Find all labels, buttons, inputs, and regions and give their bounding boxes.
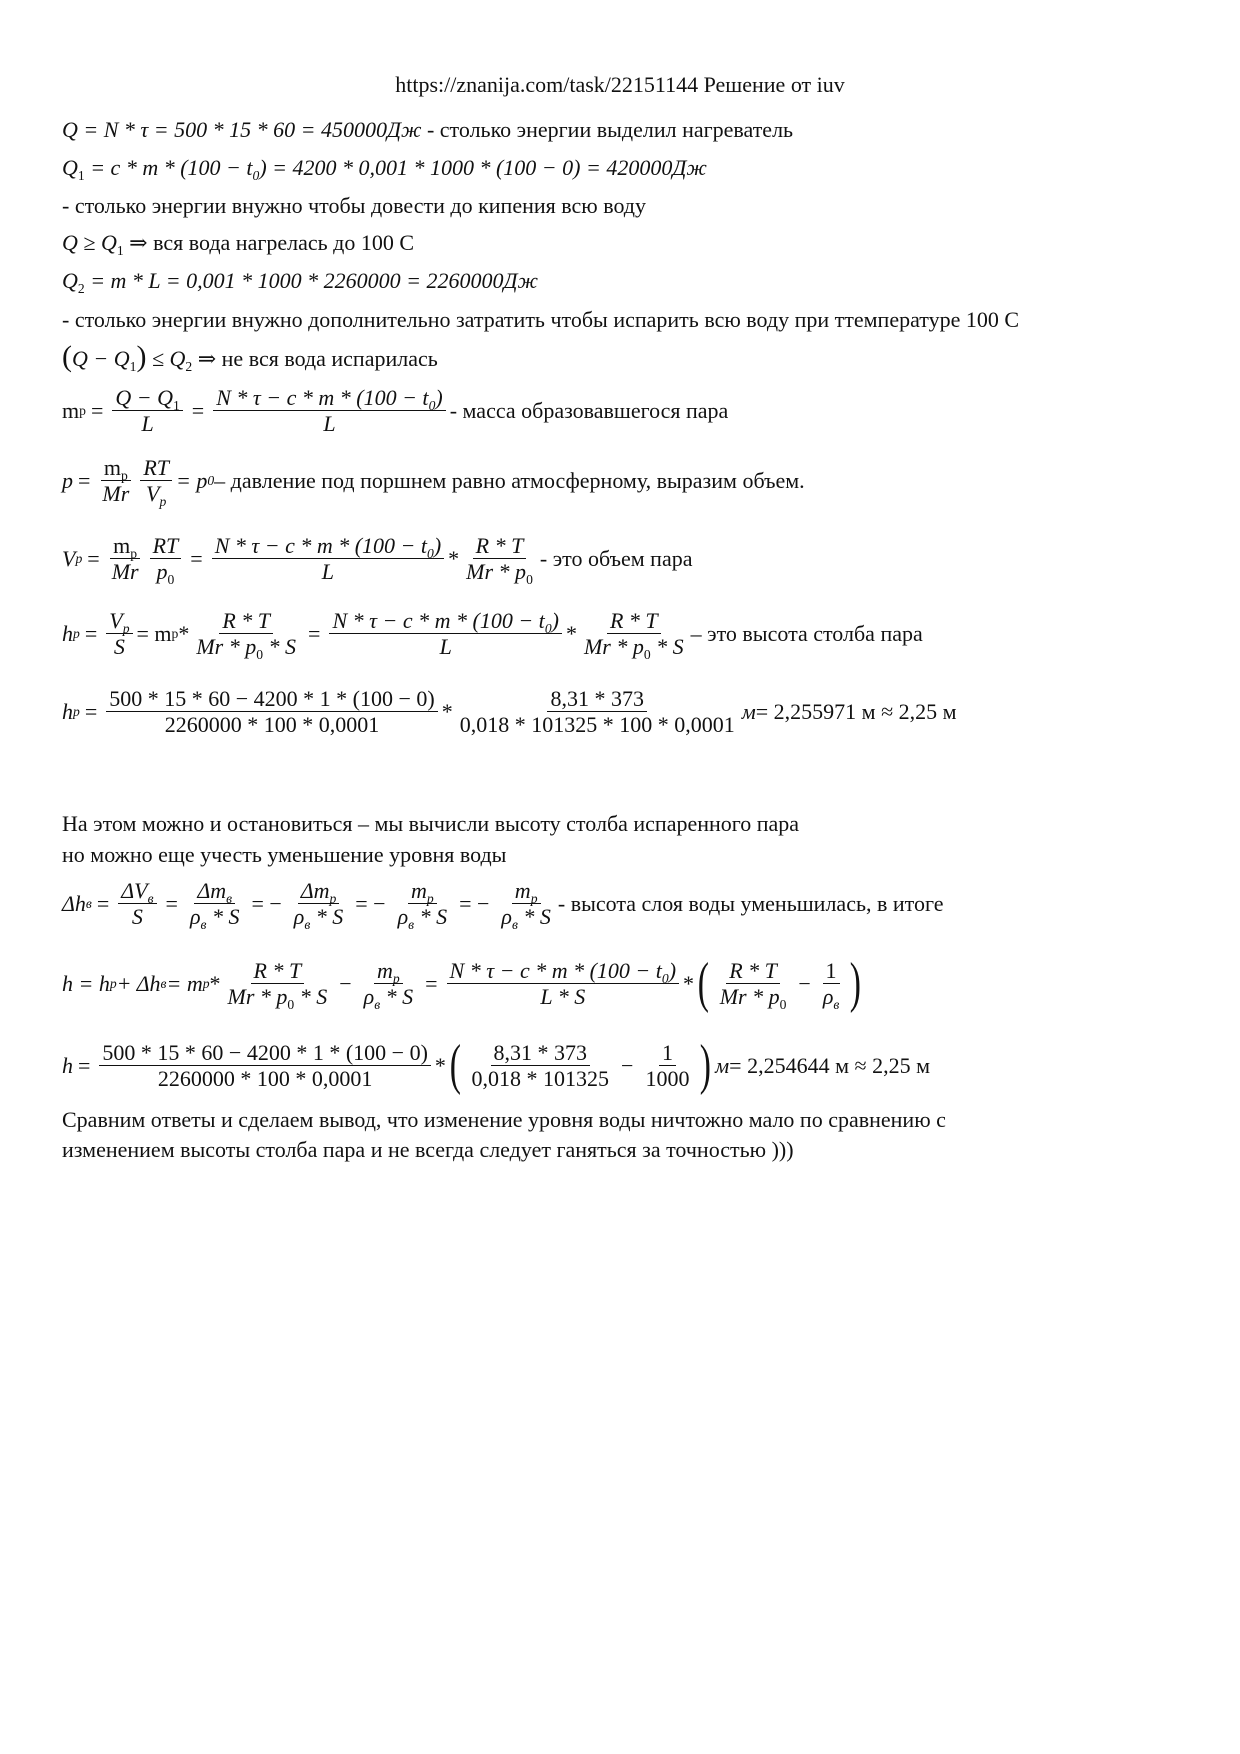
note: - масса образовавшегося пара	[449, 397, 729, 423]
equation-q1	[62, 155, 707, 181]
eq-text: = p	[176, 467, 208, 493]
sym: h	[62, 620, 73, 646]
note: ⇒ не вся вода испарилась	[192, 346, 438, 371]
equation-heater-energy	[62, 117, 793, 143]
fraction: $\frac{R * T}{Mr * p_0}$	[466, 533, 533, 588]
sub: 2	[185, 358, 193, 374]
eq-text: ≤ Q	[146, 346, 186, 371]
unit: м	[715, 1052, 730, 1078]
eq-text: = m * L = 0,001 * 1000 * 2260000 = 2260000	[84, 268, 504, 293]
paragraph-water-level: но можно еще учесть уменьшение уровня воды	[62, 842, 507, 867]
fraction: $\frac{V_p}{S}$	[106, 608, 132, 660]
paren-close: )	[136, 340, 147, 373]
equation-total-height: h = h p + Δh в = m p * $\frac{R * T}{Mr * p_0 * S}$ − $\frac{m_p}{\rho_в * S}$ = $\frac{N * \tau - c * m * (100 - t_0)}{L * S}$ * ( $\frac{R * T}{Mr * p_0}$ − $\frac{1}{\rho_в}$ )	[62, 952, 862, 1015]
fraction: $\frac{m_р}{Mr}$	[111, 533, 139, 585]
fraction: $\frac{R * T}{Mr * p_0 * S}$	[227, 958, 328, 1013]
paren-open: (	[449, 1034, 461, 1097]
equation-steam-height: h p = $\frac{V_p}{S}$ = m р * $\frac{R * T}{Mr * p_0 * S}$ = $\frac{N * \tau - c * m * (100 - t_0)}{L}$ * $\frac{R * T}{Mr * p_0 * S}$ – это высота столба пара	[62, 608, 923, 663]
fraction: $\frac{R * T}{Mr * p_0 * S}$	[196, 608, 297, 663]
sym: m	[62, 397, 80, 423]
sub: 1	[77, 167, 85, 183]
paren-close: )	[700, 1034, 712, 1097]
fraction: $\frac{8,31 * 373}{0,018 * 101325 * 100 * 0,0001}$	[459, 686, 735, 738]
fraction: $\frac{1}{1000}$	[645, 1040, 690, 1092]
sym: p	[62, 467, 73, 493]
equation-steam-volume: V p = $\frac{m_р}{Mr}$ $\frac{RT}{p_0}$ = $\frac{N * \tau - c * m * (100 - t_0)}{L}$ * $\frac{R * T}{Mr * p_0}$ - это объем пара	[62, 533, 693, 588]
sym: Δh	[62, 890, 86, 916]
fraction: $\frac{\Delta m_p}{\rho_в * S}$	[293, 878, 344, 933]
unit: Дж	[672, 155, 707, 180]
note: – давление под поршнем равно атмосферному, выразим объем.	[214, 467, 805, 493]
note: - это объем пара	[539, 545, 693, 571]
page-header-url: https://znanija.com/task/22151144 Решение от iuv	[395, 72, 845, 97]
fraction: $\frac{8,31 * 373}{0,018 * 101325}$	[471, 1040, 610, 1092]
sym: h	[62, 698, 73, 724]
fraction: $\frac{m_p}{\rho_в * S}$	[397, 878, 448, 933]
note: ⇒ вся вода нагрелась до 100 С	[123, 230, 415, 255]
fraction: $\frac{Q - Q_1}{L}$	[112, 385, 182, 437]
equation-q2	[62, 268, 538, 294]
sub: 1	[129, 358, 137, 374]
fraction: $\frac{N * \tau - c * m * (100 - t_0)}{L * S}$	[447, 958, 679, 1010]
eq-text: Q = N * τ = 500 * 15 * 60 = 450000	[62, 117, 387, 142]
note: - столько энергии выделил нагреватель	[421, 117, 794, 142]
sub: 1	[116, 242, 124, 258]
fraction: $\frac{RT}{V_p}$	[140, 455, 172, 507]
equation-water-level-change: Δh в = $\frac{\Delta V_в}{S}$ = $\frac{\Delta m_в}{\rho_в * S}$ = − $\frac{\Delta m_p}{\rho_в * S}$ = − $\frac{m_p}{\rho_в * S}$ = − $\frac{m_p}{\rho_в * S}$ - высота слоя воды уменьшилась, в итоге	[62, 878, 944, 933]
fraction: $\frac{\Delta V_в}{S}$	[118, 878, 156, 930]
eq-text: = m	[136, 620, 172, 646]
eq-text: = c * m * (100 − t	[84, 155, 253, 180]
sym: h	[62, 1052, 73, 1078]
eq-text: Q − Q	[72, 346, 130, 371]
fraction: $\frac{RT}{p_0}$	[150, 533, 182, 585]
eq-text: Q ≥ Q	[62, 230, 117, 255]
fraction: $\frac{\Delta m_в}{\rho_в * S}$	[189, 878, 240, 933]
fraction: $\frac{N * \tau - c * m * (100 - t_0)}{L}$	[212, 533, 444, 585]
fraction: $\frac{N * \tau - c * m * (100 - t_0)}{L}$	[213, 385, 445, 437]
equation-pressure: p = $\frac{m_р}{Mr}$ $\frac{RT}{V_p}$ = p 0 – давление под поршнем равно атмосферному, выразим объем.	[62, 455, 805, 510]
equation-steam-mass: m р = $\frac{Q - Q_1}{L}$ = $\frac{N * \tau - c * m * (100 - t_0)}{L}$ - масса образовавшегося пара	[62, 385, 729, 437]
unit: м	[741, 698, 756, 724]
sym: Q	[62, 268, 78, 293]
equation-compare-q	[62, 230, 414, 256]
result: = 2,255971 м ≈ 2,25 м	[755, 698, 957, 724]
equation-not-all-evaporated	[62, 342, 438, 372]
paren-open: (	[62, 340, 72, 373]
unit: Дж	[386, 117, 422, 142]
eq-text: + Δh	[116, 970, 161, 996]
fraction: $\frac{500 * 15 * 60 - 4200 * 1 * (100 - 0)}{2260000 * 100 * 0,0001}$	[99, 1040, 430, 1092]
sub: 0	[252, 167, 260, 183]
fraction: $\frac{m_p}{\rho_в * S}$	[363, 958, 414, 1013]
unit: Дж	[503, 268, 538, 293]
fraction: $\frac{N * \tau - c * m * (100 - t_0)}{L}$	[329, 608, 561, 660]
fraction: $\frac{m_p}{\rho_в * S}$	[501, 878, 551, 933]
note-boil-energy: - столько энергии внужно чтобы довести до кипения всю воду	[62, 193, 646, 218]
sym: Q	[62, 155, 78, 180]
fraction: $\frac{m_р}{Mr}$	[102, 455, 130, 507]
equation-steam-height-numeric: h p = $\frac{500 * 15 * 60 - 4200 * 1 * (100 - 0)}{2260000 * 100 * 0,0001}$ * $\frac{8,31 * 373}{0,018 * 101325 * 100 * 0,0001}$ м = 2,255971 м ≈ 2,25 м	[62, 686, 957, 738]
eq-text: = m	[166, 970, 203, 996]
fraction: $\frac{R * T}{Mr * p_0 * S}$	[583, 608, 684, 663]
paren-open: (	[697, 952, 709, 1015]
note: - высота слоя воды уменьшилась, в итоге	[557, 890, 944, 916]
equation-total-height-numeric: h = $\frac{500 * 15 * 60 - 4200 * 1 * (100 - 0)}{2260000 * 100 * 0,0001}$ * ( $\frac{8,31 * 373}{0,018 * 101325}$ − $\frac{1}{1000}$ ) м = 2,254644 м ≈ 2,25 м	[62, 1034, 930, 1097]
note-evaporate-energy: - столько энергии внужно дополнительно затратить чтобы испарить всю воду при ттемпературе 100 С	[62, 307, 1020, 332]
paragraph-conclusion-1: Сравним ответы и сделаем вывод, что изменение уровня воды ничтожно мало по сравнению с	[62, 1107, 946, 1132]
eq-text: ) = 4200 * 0,001 * 1000 * (100 − 0) = 420000	[259, 155, 673, 180]
sym: V	[62, 545, 76, 571]
paragraph-conclusion-2: изменением высоты столба пара и не всегда следует ганяться за точностью )))	[62, 1137, 794, 1162]
fraction: $\frac{R * T}{Mr * p_0}$	[719, 958, 787, 1013]
fraction: $\frac{500 * 15 * 60 - 4200 * 1 * (100 - 0)}{2260000 * 100 * 0,0001}$	[106, 686, 437, 738]
eq-text: h = h	[62, 970, 110, 996]
fraction: $\frac{1}{\rho_в}$	[822, 958, 840, 1013]
result: = 2,254644 м ≈ 2,25 м	[729, 1052, 930, 1078]
paren-close: )	[850, 952, 862, 1015]
note: – это высота столба пара	[690, 620, 923, 646]
paragraph-stop: На этом можно и остановиться – мы вычисли высоту столба испаренного пара	[62, 811, 800, 836]
sub: 2	[77, 280, 85, 296]
